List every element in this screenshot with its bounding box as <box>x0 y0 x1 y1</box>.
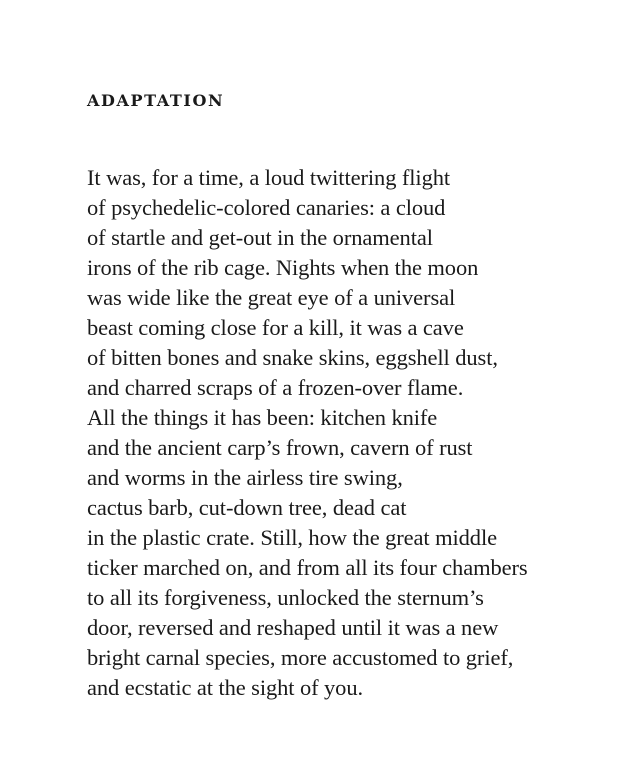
poem-line: was wide like the great eye of a universal <box>87 285 456 310</box>
poem-line: of startle and get-out in the ornamental <box>87 225 433 250</box>
poem-line: and charred scraps of a frozen-over flame. <box>87 375 464 400</box>
poem-line: of bitten bones and snake skins, eggshell dust, <box>87 345 498 370</box>
poem-line: to all its forgiveness, unlocked the sternum’s <box>87 585 484 610</box>
poem-line: cactus barb, cut-down tree, dead cat <box>87 495 407 520</box>
poem-line: and the ancient carp’s frown, cavern of rust <box>87 435 473 460</box>
poem-line: ticker marched on, and from all its four chambers <box>87 555 528 580</box>
poem-body <box>87 163 528 703</box>
poem-line: door, reversed and reshaped until it was a new <box>87 615 499 640</box>
poem-line: of psychedelic-colored canaries: a cloud <box>87 195 446 220</box>
poem-line: and worms in the airless tire swing, <box>87 465 403 490</box>
poem-line: bright carnal species, more accustomed to grief, <box>87 645 514 670</box>
poem-line: All the things it has been: kitchen knife <box>87 405 438 430</box>
poem-line: irons of the rib cage. Nights when the moon <box>87 255 479 280</box>
poem-line: and ecstatic at the sight of you. <box>87 675 363 700</box>
poem-line: It was, for a time, a loud twittering flight <box>87 165 451 190</box>
poem-line: beast coming close for a kill, it was a cave <box>87 315 464 340</box>
poem-line: in the plastic crate. Still, how the great middle <box>87 525 497 550</box>
poem-title: ADAPTATION <box>87 91 225 110</box>
